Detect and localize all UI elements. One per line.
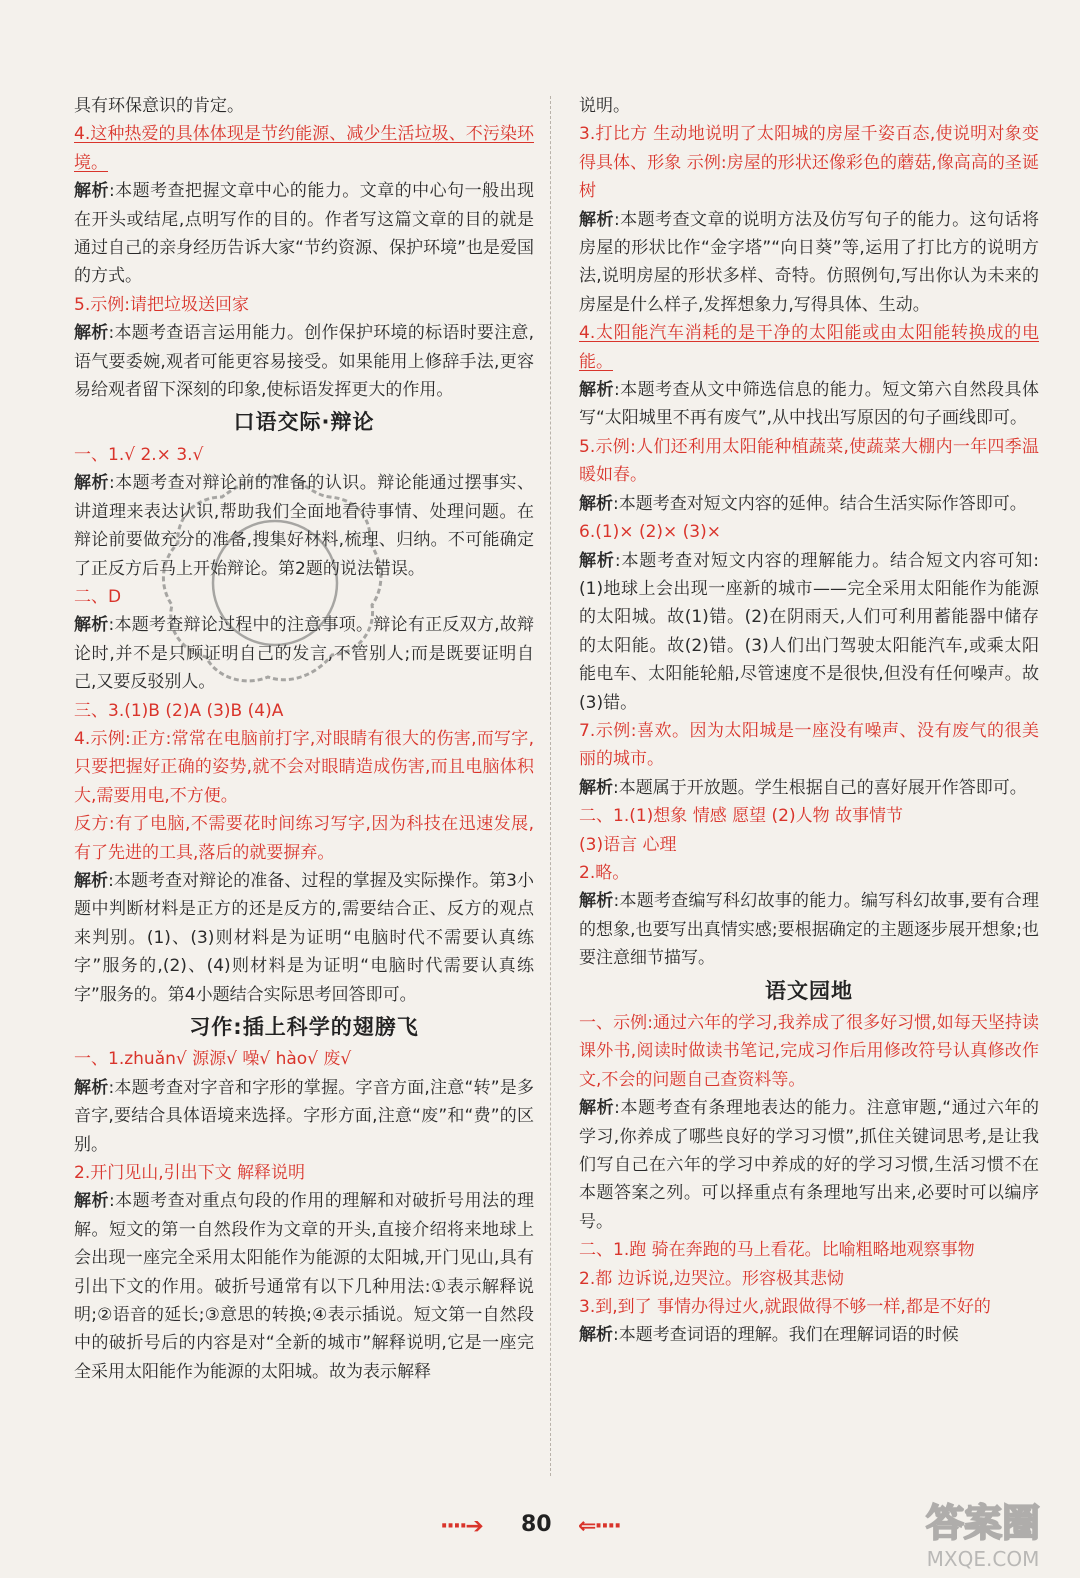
answer-red: 一、示例:通过六年的学习,我养成了很多好习惯,如每天坚持读课外书,阅读时做读书笔记,完成习作后用修改符号认真修改作文,不会的问题自己查资料等。: [579, 1013, 1039, 1090]
answer-red: 5.示例:人们还利用太阳能种植蔬菜,使蔬菜大棚内一年四季温暖如春。: [579, 436, 1039, 486]
analysis: 解析:本题考查有条理地表达的能力。注意审题,“通过六年的学习,你养成了哪些良好的学习习惯”,抓住关键词思考,是让我们写自己在六年的学习中养成的好的学习习惯,生活习惯不在本题答案之列。可以择重点有条理地写出来,必要时可以编序号。: [579, 1098, 1040, 1232]
stamp-seal-icon: [150, 465, 400, 695]
section-heading: 口语交际·辩论: [233, 410, 375, 435]
answer-red: 2.都 边诉说,边哭泣。形容极其悲恸: [579, 1268, 845, 1289]
answer-red: 4.太阳能汽车消耗的是干净的太阳能或由太阳能转换成的电能。: [579, 323, 1039, 372]
answer-text: 说明。: [579, 96, 630, 116]
analysis: 解析:本题考查对辩论前的准备的认识。辩论能通过摆事实、讲道理来表达认识,帮助我们全面地看待事情、处理问题。在辩论前要做充分的准备,搜集好材料,梳理、归纳。不可能确定了正反方后马上开始辩论。第2题的说法错误。: [74, 473, 535, 579]
analysis: 解析:本题考查语言运用能力。创作保护环境的标语时要注意,语气要委婉,观者可能更容易接受。如果能用上修辞手法,更容易给观者留下深刻的印象,使标语发挥更大的作用。: [74, 323, 534, 401]
analysis: 解析:本题考查把握文章中心的能力。文章的中心句一般出现在开头或结尾,点明写作的目的。作者写这篇文章的目的就是通过自己的亲身经历告诉大家“节约资源、保护环境”也是爱国的方式。: [74, 181, 535, 287]
left-column: [74, 92, 534, 1386]
answer-red: 反方:有了电脑,不需要花时间练习写字,因为科技在迅速发展,有了先进的工具,落后的就要摒弃。: [74, 814, 534, 863]
section-heading: 语文园地: [765, 978, 853, 1003]
answer-red: 2.开门见山,引出下文 解释说明: [74, 1163, 306, 1184]
analysis: 解析:本题考查对字音和字形的掌握。字音方面,注意“转”是多音字,要结合具体语境来选择。字形方面,注意“废”和“费”的区别。: [74, 1077, 535, 1155]
answer-red: 5.示例:请把垃圾送回家: [74, 294, 249, 315]
answer-red: 3.打比方 生动地说明了太阳城的房屋千姿百态,使说明对象变得具体、形象 示例:房屋的形状还像彩色的蘑菇,像高高的圣诞树: [579, 124, 1039, 202]
svg-text:答案圈: 答案圈: [925, 1501, 1041, 1545]
analysis: 解析:本题考查对短文内容的延伸。结合生活实际作答即可。: [579, 493, 1027, 514]
arrow-right-icon: ····➔: [440, 1514, 482, 1539]
answer-red: 4.示例:正方:常常在电脑前打字,对眼睛有很大的伤害,而写字,只要把握好正确的姿势,就不会对眼睛造成伤害,而且电脑体积大,需要用电,不方便。: [74, 728, 534, 806]
arrow-left-icon: ⇐····: [578, 1514, 620, 1539]
answer-red: 7.示例:喜欢。因为太阳城是一座没有噪声、没有废气的很美丽的城市。: [579, 720, 1039, 770]
analysis: 解析:本题考查文章的说明方法及仿写句子的能力。这句话将房屋的形状比作“金字塔”“向日葵”等,运用了打比方的说明方法,说明房屋的形状多样、奇特。仿照例句,写出你认为未来的房屋是什么样子,发挥想象力,写得具体、生动。: [579, 209, 1040, 315]
analysis: 解析:本题考查编写科幻故事的能力。编写科幻故事,要有合理的想象,也要写出真情实感;要根据确定的主题逐步展开想象;也要注意细节描写。: [579, 891, 1039, 969]
answer-red: 一、1.√ 2.× 3.√: [74, 444, 204, 465]
answer-red: 二、D: [74, 586, 122, 607]
watermark-logo-icon: [895, 1488, 1075, 1574]
analysis: 解析:本题考查对辩论的准备、过程的掌握及实际操作。第3小题中判断材料是正方的还是反方的,需要结合正、反方的观点来判别。(1)、(3)则材料是为证明“电脑时代不需要认真练字”服务的,(2)、(4)则材料是为证明“电脑时代需要认真练字”服务的。第4小题结合实际思考回答即可。: [74, 870, 534, 1005]
section-heading: 习作:插上科学的翅膀飞: [189, 1015, 419, 1039]
analysis: 解析:本题考查对重点句段的作用的理解和对破折号用法的理解。短文的第一自然段作为文章的开头,直接介绍将来地球上会出现一座完全采用太阳能作为能源的太阳城,开门见山,具有引出下文的作用。破折号通常有以下几种用法:①表示解释说明;②语音的延长;③意思的转换;④表示插说。短文第一自然段中的破折号后的内容是对“全新的城市”解释说明,它是一座完全采用太阳能作为能源的太阳城。故为表示解释: [74, 1191, 535, 1382]
answer-red: 二、1.跑 骑在奔跑的马上看花。比喻粗略地观察事物: [579, 1240, 975, 1261]
answer-red: 2.略。: [579, 862, 630, 883]
analysis: 解析:本题考查辩论过程中的注意事项。辩论有正反双方,故辩论时,并不是只顾证明自己的发言,不管别人;而是既要证明自己,又要反驳别人。: [74, 615, 534, 693]
analysis: 解析:本题考查从文中筛选信息的能力。短文第六自然段具体写“太阳城里不再有废气”,从中找出写原因的句子画线即可。: [579, 380, 1040, 429]
svg-text:MXQE.COM: MXQE.COM: [926, 1547, 1040, 1571]
right-column: [579, 92, 1039, 1350]
answer-red: 二、1.(1)想象 情感 愿望 (2)人物 故事情节: [579, 806, 903, 827]
answer-red: 6.(1)× (2)× (3)×: [579, 522, 722, 543]
analysis: 解析:本题考查词语的理解。我们在理解词语的时候: [579, 1325, 959, 1346]
answer-text: 具有环保意识的肯定。: [74, 96, 244, 116]
column-divider: [550, 96, 551, 1476]
answer-red: 4.这种热爱的具体体现是节约能源、减少生活垃圾、不污染环境。: [74, 124, 534, 173]
answer-red: (3)语言 心理: [579, 834, 677, 855]
answer-red: 一、1.zhuǎn√ 源源√ 噪√ hào√ 废√: [74, 1049, 352, 1070]
answer-red: 三、3.(1)B (2)A (3)B (4)A: [74, 700, 284, 721]
page-number: 80: [521, 1512, 552, 1537]
analysis: 解析:本题属于开放题。学生根据自己的喜好展开作答即可。: [579, 777, 1027, 798]
answer-red: 3.到,到了 事情办得过火,就跟做得不够一样,都是不好的: [579, 1297, 991, 1318]
analysis: 解析:本题考查对短文内容的理解能力。结合短文内容可知:(1)地球上会出现一座新的城市——完全采用太阳能作为能源的太阳城。故(1)错。(2)在阴雨天,人们可利用蓄能器中储存的太阳能。故(2)错。(3)人们出门驾驶太阳能汽车,或乘太阳能电车、太阳能轮船,尽管速度不是很快,但没有任何噪声。故(3)错。: [579, 550, 1039, 713]
